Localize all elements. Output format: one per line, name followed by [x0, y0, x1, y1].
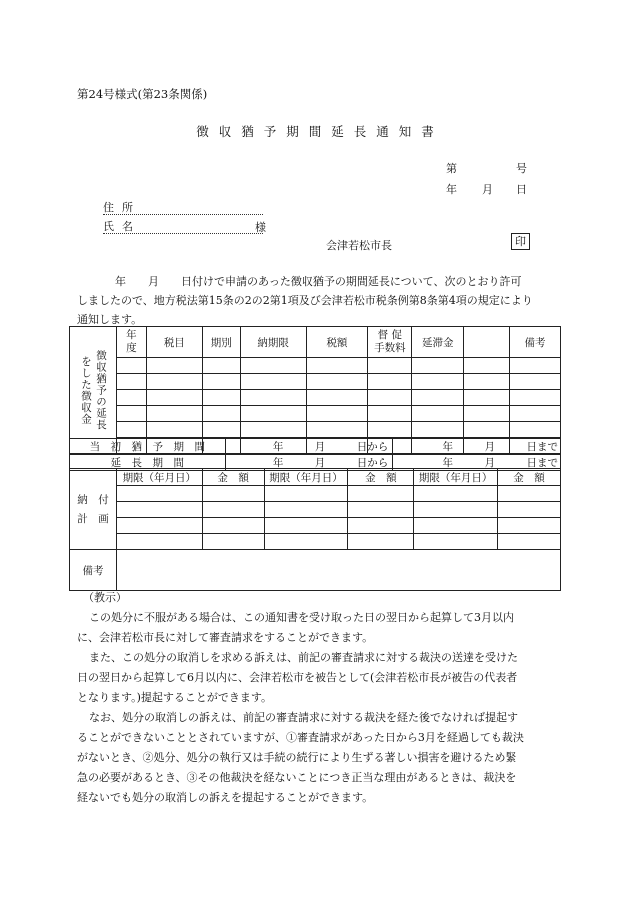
name-field[interactable] [103, 218, 263, 234]
side-label-col-2: をした徴収金 [79, 355, 92, 425]
table-row[interactable] [70, 374, 561, 390]
date-day: 日 [516, 183, 527, 196]
page-title: 徴収猶予期間延長通知書 [196, 124, 444, 139]
table-row[interactable] [70, 534, 561, 550]
intro-line-3: 通知します。 [77, 313, 143, 326]
instruction-p2-l3: となります。)提起することができます。 [77, 691, 273, 704]
payment-plan-l1: 納 付 [77, 494, 109, 506]
header-amount-2: 金 額 [348, 469, 414, 486]
intro-line-2: しましたので、地方税法第15条の2の2第1項及び会津若松市税条例第8条第4項の規定により [77, 294, 533, 307]
table-row[interactable] [70, 358, 561, 374]
form-id: 第24号様式(第23条関係) [77, 87, 208, 101]
payment-plan-table [69, 468, 561, 591]
extension-period-label: 延 長 期 間 [70, 455, 226, 471]
deferred-side-label [70, 327, 117, 454]
header-amount-3: 金 額 [498, 469, 561, 486]
table-row[interactable] [70, 406, 561, 422]
header-deadline-3: 期限（年月日） [414, 469, 498, 486]
remarks-field[interactable] [116, 550, 560, 591]
date-year: 年 [446, 183, 457, 196]
side-label-col-1: 徴収猶予の延長 [94, 349, 107, 431]
header-deadline-1: 期限（年月日） [116, 469, 202, 486]
extension-from[interactable]: 年 月 日から [225, 455, 393, 471]
header-deadline-2: 期限（年月日） [264, 469, 348, 486]
table-row[interactable] [70, 390, 561, 406]
date-month: 月 [482, 183, 493, 196]
header-period: 期別 [202, 327, 240, 358]
instruction-p2-l2: 日の翌日から起算して6月以内に、会津若松市を被告として(会津若松市長が被告の代表者 [77, 671, 518, 684]
initial-from[interactable]: 年 月 日から [225, 439, 393, 455]
instruction-p1-l2: に、会津若松市長に対して審査請求をすることができます。 [77, 631, 374, 644]
sama-suffix: 様 [255, 221, 266, 234]
table-row[interactable] [70, 518, 561, 534]
instruction-heading: （教示） [83, 591, 127, 604]
instruction-p3-l3: がないとき、②処分、処分の執行又は手続の続行により生ずる著しい損害を避けるため緊 [77, 751, 517, 764]
address-field[interactable] [103, 199, 263, 215]
instruction-p3-l1: なお、処分の取消しの訴えは、前記の審査請求に対する裁決を経た後でなければ提起す [89, 711, 518, 724]
extension-to[interactable]: 年 月 日まで [393, 455, 561, 471]
header-late-fee: 延滞金 [412, 327, 464, 358]
table-row[interactable] [70, 486, 561, 502]
payment-plan-label [70, 469, 117, 550]
table-row[interactable] [70, 502, 561, 518]
mayor-name: 会津若松市長 [326, 239, 392, 252]
period-table [69, 438, 561, 471]
remarks-label: 備考 [70, 550, 117, 591]
table-row[interactable] [70, 422, 561, 438]
number-dai: 第 [446, 162, 457, 175]
instruction-p3-l5: 経ないでも処分の取消しの訴えを提起することができます。 [77, 791, 374, 804]
header-fee: 督 促 手数料 [368, 327, 412, 358]
initial-to[interactable]: 年 月 日まで [393, 439, 561, 455]
name-label: 氏名 [103, 220, 141, 233]
seal-box: 印 [511, 233, 530, 250]
header-year: 年 度 [116, 327, 146, 358]
instruction-p2-l1: また、この処分の取消しを求める訴えは、前記の審査請求に対する裁決の送達を受けた [89, 651, 518, 664]
header-amount-1: 金 額 [202, 469, 264, 486]
address-label: 住所 [103, 201, 141, 214]
header-tax-amount: 税額 [306, 327, 368, 358]
instruction-p3-l4: 急の必要があるとき、③その他裁決を経ないことにつき正当な理由があるときは、裁決を [77, 771, 517, 784]
header-remarks: 備考 [510, 327, 561, 358]
instruction-p1-l1: この処分に不服がある場合は、この通知書を受け取った日の翌日から起算して3月以内 [89, 611, 514, 624]
deferred-tax-table [69, 326, 561, 454]
payment-plan-l2: 計 画 [77, 513, 109, 525]
number-go: 号 [516, 162, 527, 175]
instruction-p3-l2: ることができないこととされていますが、①審査請求があった日から3月を経過しても裁決 [77, 731, 524, 744]
instruction-section [77, 588, 557, 808]
header-tax-item: 税目 [146, 327, 202, 358]
header-due-date: 納期限 [240, 327, 306, 358]
intro-text [77, 272, 553, 329]
initial-period-row [70, 439, 561, 455]
initial-period-label: 当 初 猶 予 期 間 [70, 439, 226, 455]
intro-line-1: 年 月 日付けで申請のあった徴収猶予の期間延長について、次のとおり許可 [115, 275, 522, 288]
header-blank [464, 327, 510, 358]
